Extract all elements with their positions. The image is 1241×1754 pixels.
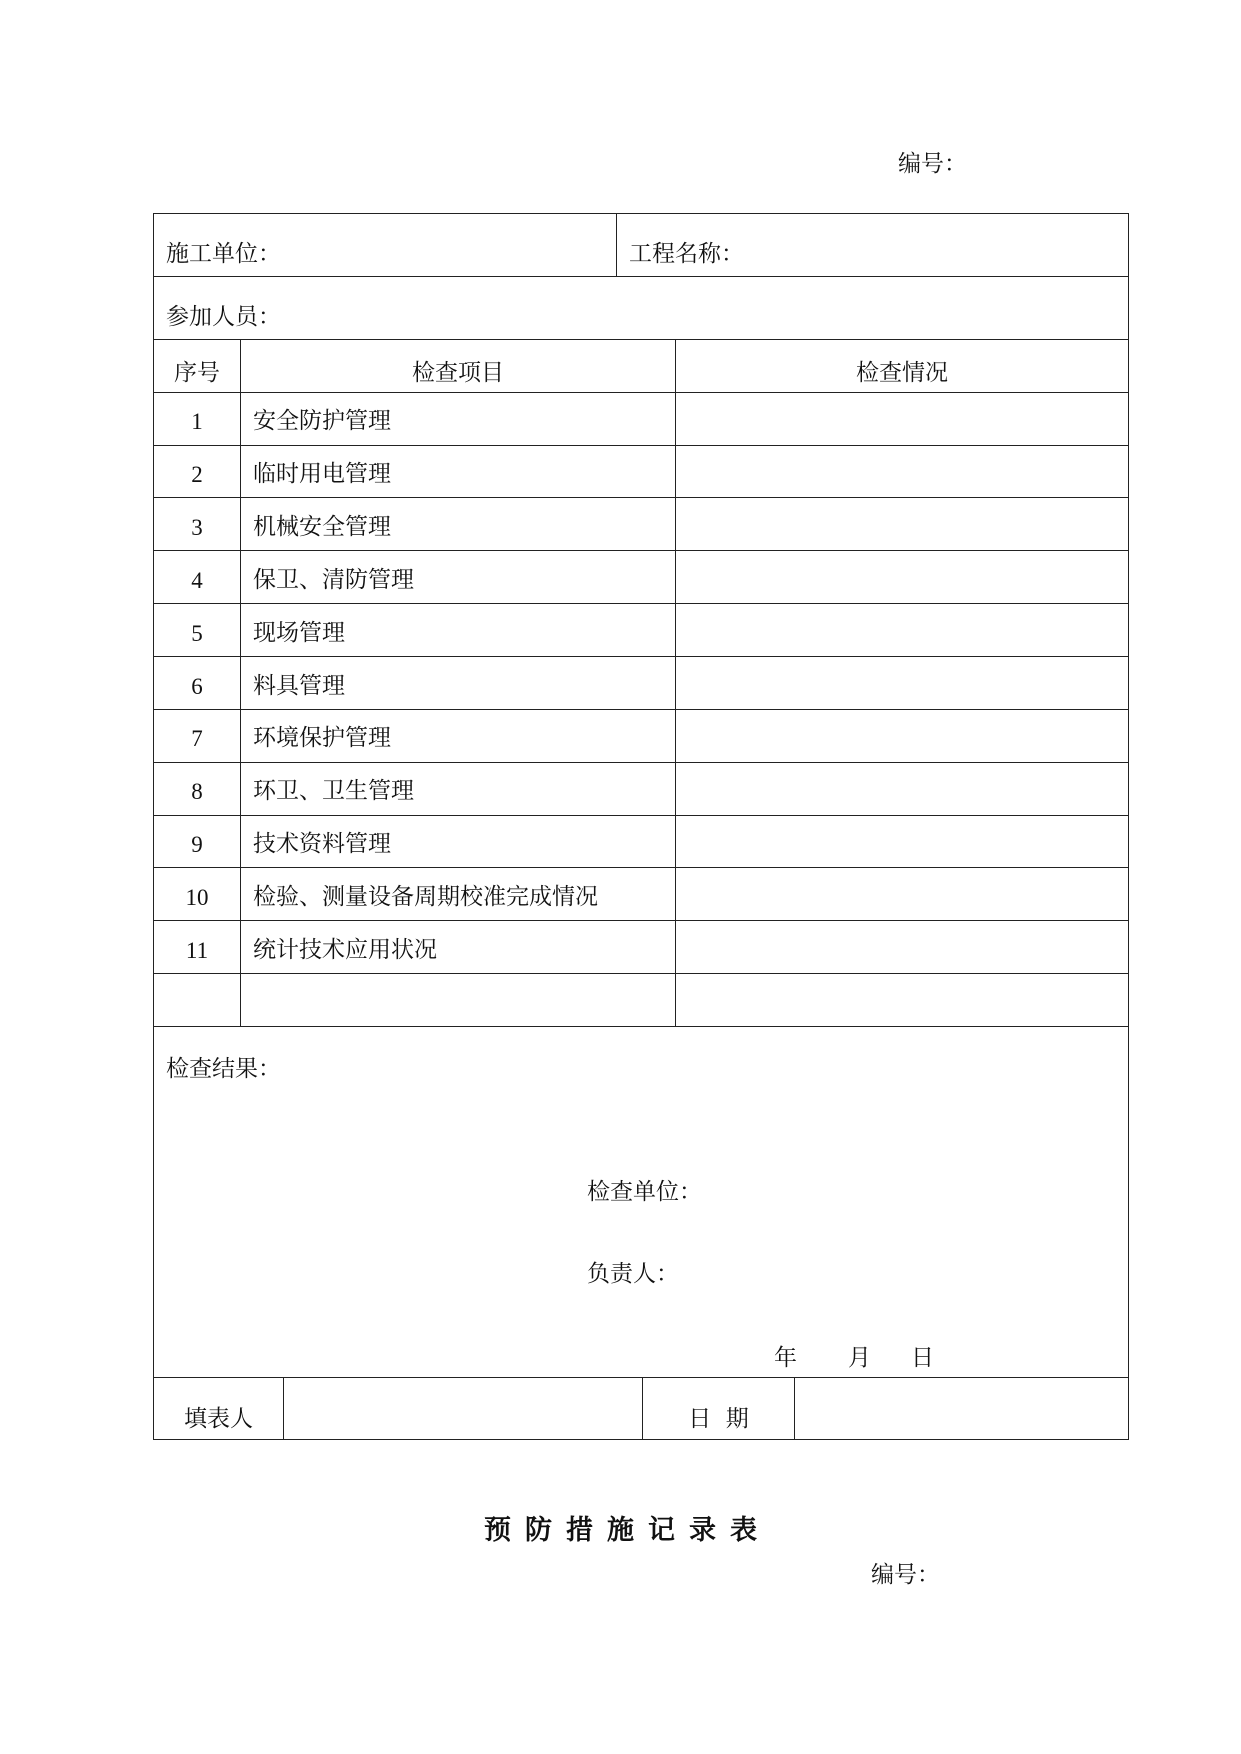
row-index: 10 — [185, 885, 209, 910]
row-index: 4 — [191, 568, 203, 593]
row-index: 8 — [191, 779, 203, 804]
date-day-label: 日 — [911, 1345, 934, 1371]
date-month-label: 月 — [848, 1345, 871, 1371]
row-index: 9 — [191, 832, 203, 857]
row-item-label: 机械安全管理 — [253, 514, 391, 540]
divider — [153, 339, 1129, 340]
divider — [153, 550, 1129, 551]
next-form-title: 预防措施记录表 — [484, 1515, 771, 1546]
participants-label: 参加人员： — [166, 304, 281, 330]
divider — [153, 276, 1129, 277]
construction-unit-label: 施工单位： — [166, 241, 281, 267]
divider — [153, 603, 1129, 604]
row-index: 5 — [191, 621, 203, 646]
responsible-person-label: 负责人： — [587, 1261, 679, 1287]
serial-number-label: 编号： — [898, 151, 967, 177]
row-item-label: 料具管理 — [253, 673, 345, 699]
row-item-label: 保卫、清防管理 — [253, 567, 414, 593]
inspection-unit-label: 检查单位： — [587, 1179, 702, 1205]
table-border-top — [153, 213, 1129, 214]
divider — [153, 1377, 1129, 1378]
row-index: 1 — [191, 409, 203, 434]
divider — [153, 1026, 1129, 1027]
row-item-label: 环卫、卫生管理 — [253, 778, 414, 804]
divider — [153, 867, 1129, 868]
row-item-label: 统计技术应用状况 — [253, 937, 437, 963]
table-border-bottom — [153, 1439, 1129, 1440]
row-item-label: 现场管理 — [253, 620, 345, 646]
row-index: 2 — [191, 462, 203, 487]
column-header-status: 检查情况 — [856, 360, 948, 386]
divider — [153, 762, 1129, 763]
row-index: 6 — [191, 674, 203, 699]
date-year-label: 年 — [774, 1345, 797, 1371]
table-border-right — [1128, 213, 1129, 1440]
divider — [675, 339, 676, 1026]
column-header-index: 序号 — [174, 360, 220, 386]
date-label: 日 期 — [688, 1406, 749, 1432]
column-header-item: 检查项目 — [412, 360, 504, 386]
row-index: 3 — [191, 515, 203, 540]
row-item-label: 技术资料管理 — [253, 831, 391, 857]
divider — [153, 815, 1129, 816]
divider — [153, 973, 1129, 974]
result-label: 检查结果： — [166, 1056, 281, 1082]
divider — [153, 392, 1129, 393]
divider — [153, 445, 1129, 446]
divider — [616, 213, 617, 276]
table-border-left — [153, 213, 154, 1440]
divider — [153, 920, 1129, 921]
project-name-label: 工程名称： — [629, 241, 744, 267]
divider — [153, 709, 1129, 710]
row-index: 7 — [191, 726, 203, 751]
divider — [153, 497, 1129, 498]
filler-label: 填表人 — [184, 1406, 253, 1432]
divider — [153, 656, 1129, 657]
row-item-label: 环境保护管理 — [253, 725, 391, 751]
row-item-label: 临时用电管理 — [253, 461, 391, 487]
next-form-serial-label: 编号： — [871, 1562, 940, 1588]
row-index: 11 — [185, 938, 209, 963]
row-item-label: 安全防护管理 — [253, 408, 391, 434]
row-item-label: 检验、测量设备周期校准完成情况 — [253, 884, 598, 910]
